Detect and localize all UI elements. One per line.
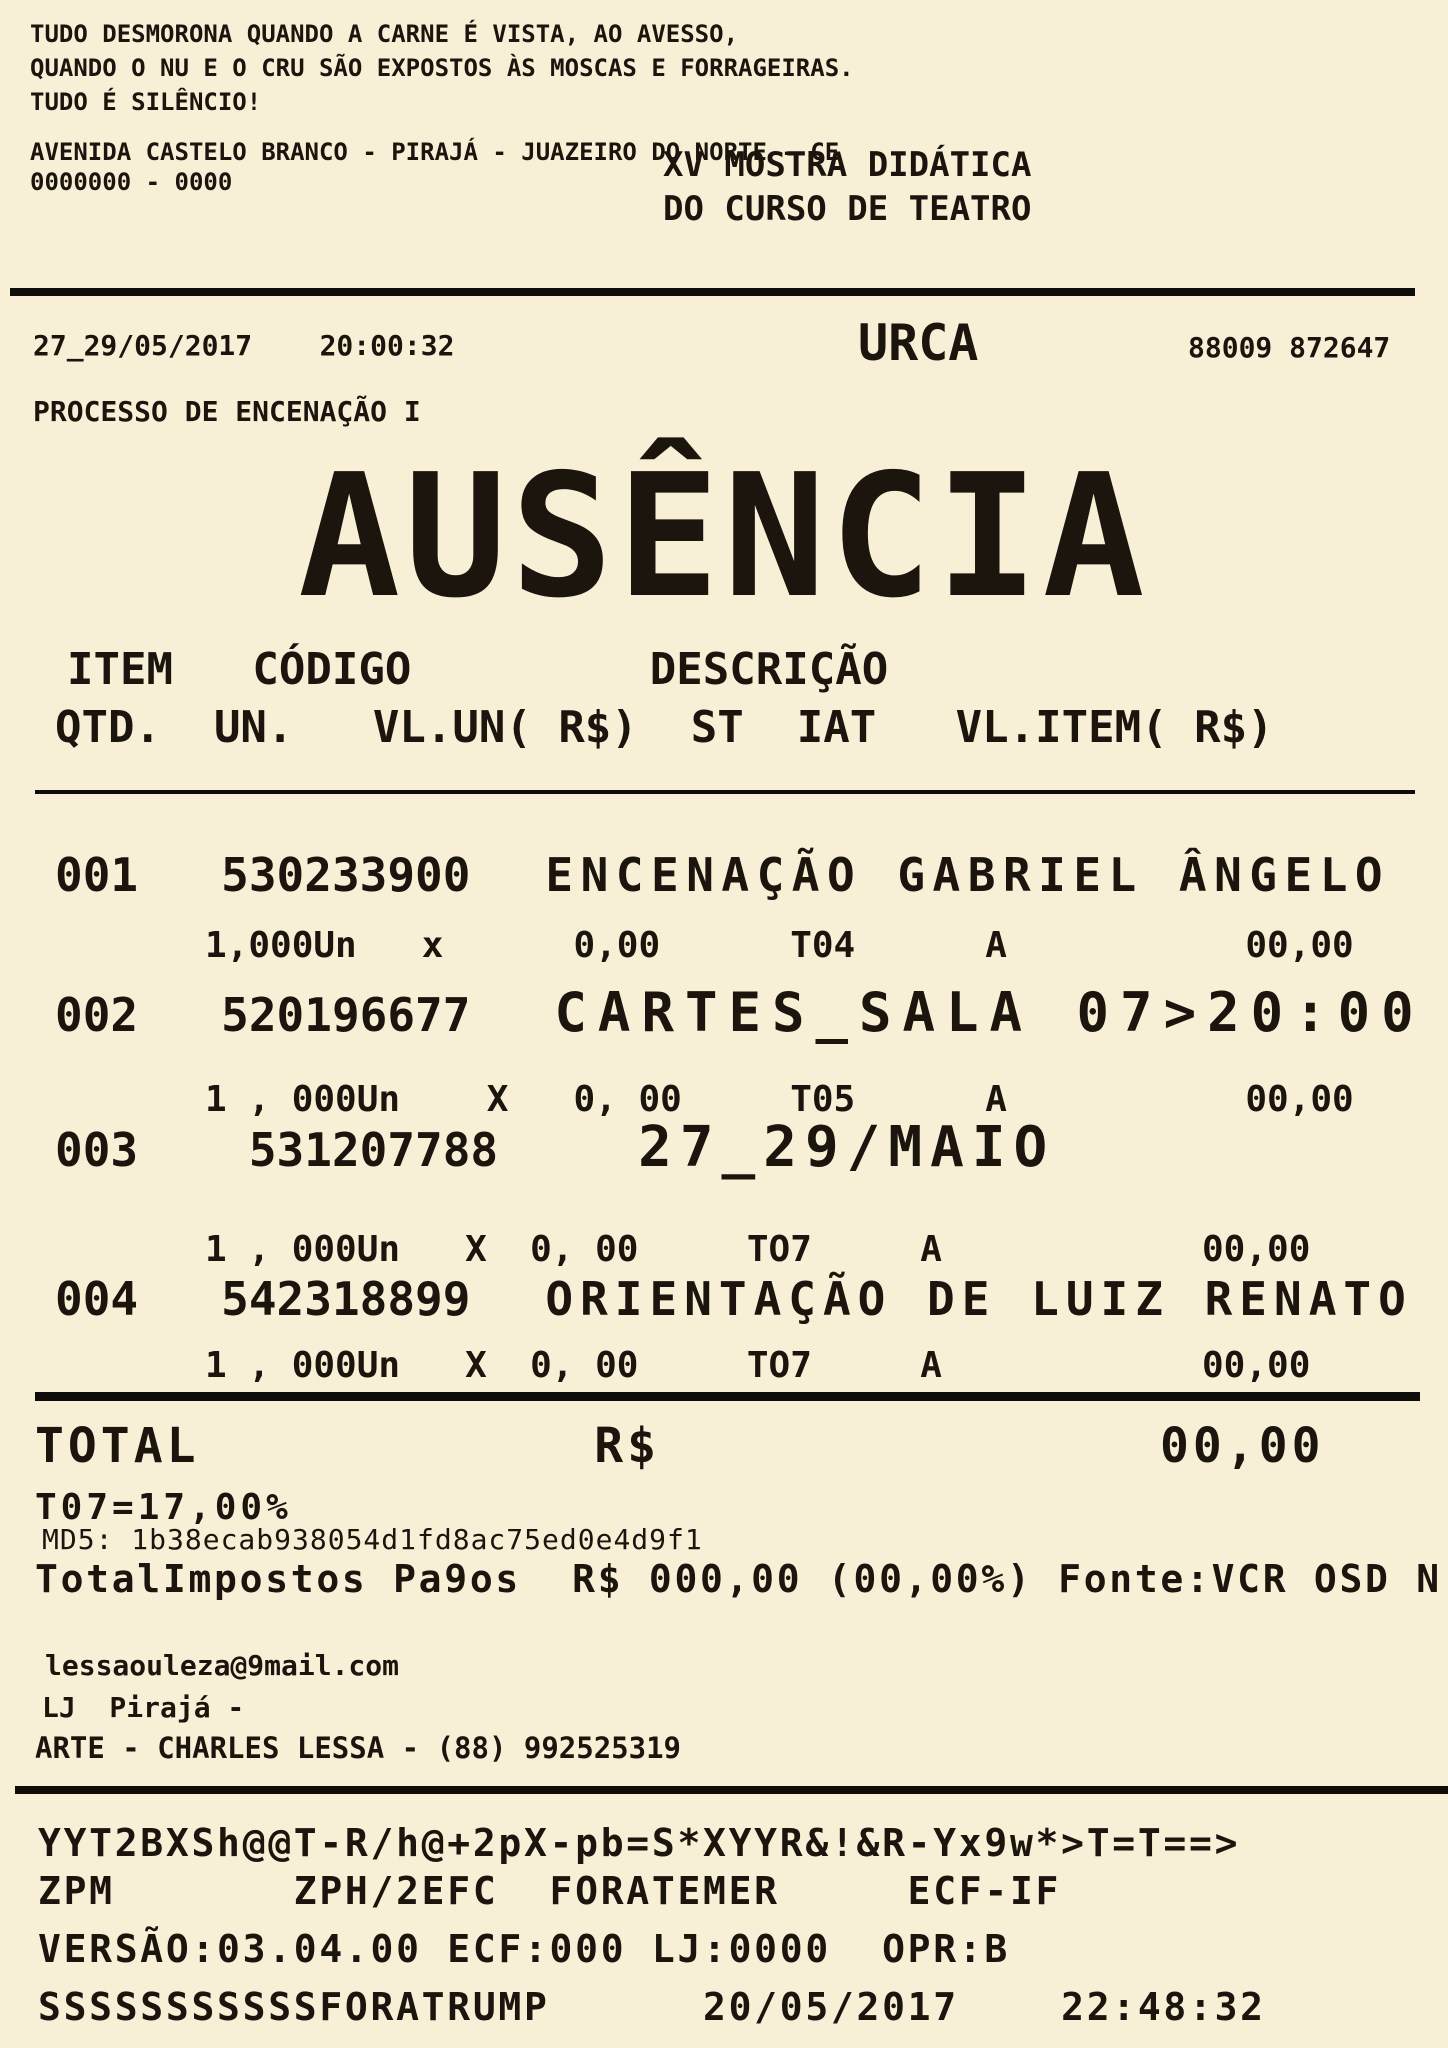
table-row xyxy=(55,981,1425,1044)
artist-credit: ARTE - CHARLES LESSA - (88) 992525319 xyxy=(35,1731,682,1765)
item-description: ORIENTAÇÃO DE LUIZ RENATO xyxy=(545,1272,1413,1326)
store-name: LJ Pirajá - xyxy=(42,1691,245,1724)
table-row xyxy=(55,1272,1413,1326)
fiscal-line-2: ZPM ZPH/2EFC FORATEMER ECF-IF xyxy=(38,1869,1062,1913)
course-name: PROCESSO DE ENCENAÇÃO I xyxy=(33,395,421,428)
address-line: AVENIDA CASTELO BRANCO - PIRAJÁ - JUAZEIRO DO NORTE - CE xyxy=(30,138,840,166)
item-detail: 1,000Un x 0,00 T04 A 00,00 xyxy=(205,925,1354,966)
quote-line-2: QUANDO O NU E O CRU SÃO EXPOSTOS ÀS MOSCAS E FORRAGEIRAS. xyxy=(30,54,854,82)
fiscal-hash: YYT2BXSh@@T-R/h@+2pX-pb=S*XYYR&!&R-Yx9w*>T=T==> xyxy=(38,1821,1241,1865)
fiscal-timestamp: SSSSSSSSSSSFORATRUMP 20/05/2017 22:48:32 xyxy=(38,1985,1266,2029)
table-row xyxy=(55,1115,1056,1180)
item-code: 001 530233900 xyxy=(55,848,471,902)
page-title: AUSÊNCIA xyxy=(298,438,1149,636)
item-description: 27_29/MAIO xyxy=(638,1115,1056,1180)
total-value: 00,00 xyxy=(1160,1418,1325,1474)
event-title-line-1: XV MOSTRA DIDÁTICA xyxy=(663,145,1032,185)
session-dates: 27_29/05/2017 20:00:32 xyxy=(33,329,455,362)
total-label: TOTAL R$ xyxy=(35,1418,661,1474)
table-row xyxy=(55,848,1391,902)
item-description: ENCENAÇÃO GABRIEL ÂNGELO xyxy=(545,848,1391,902)
item-code: 003 531207788 xyxy=(55,1123,499,1177)
item-detail: 1 , 000Un X 0, 00 TO7 A 00,00 xyxy=(205,1345,1311,1386)
item-detail: 1 , 000Un X 0, 00 TO7 A 00,00 xyxy=(205,1229,1311,1270)
event-title-line-2: DO CURSO DE TEATRO xyxy=(663,189,1032,229)
divider-footer xyxy=(15,1786,1448,1794)
doc-number: 88009 872647 xyxy=(1188,331,1391,364)
md5-hash: MD5: 1b38ecab938054d1fd8ac75ed0e4d9f1 xyxy=(42,1523,703,1556)
quote-line-3: TUDO É SILÊNCIO! xyxy=(30,88,262,116)
divider-top xyxy=(10,288,1415,296)
tax-rate: T07=17,00% xyxy=(35,1487,292,1528)
item-detail: 1 , 000Un X 0, 00 T05 A 00,00 xyxy=(205,1079,1354,1120)
table-header-row-2: QTD. UN. VL.UN( R$) ST IAT VL.ITEM( R$) xyxy=(55,702,1274,753)
org-name: URCA xyxy=(858,314,979,372)
fiscal-version: VERSÃO:03.04.00 ECF:000 LJ:0000 OPR:B xyxy=(38,1927,1010,1971)
item-code: 004 542318899 xyxy=(55,1272,471,1326)
divider-items xyxy=(35,1392,1420,1401)
email: lessaouleza@9mail.com xyxy=(45,1649,400,1682)
item-description: CARTES_SALA 07>20:00 xyxy=(554,981,1425,1044)
quote-line-1: TUDO DESMORONA QUANDO A CARNE É VISTA, AO AVESSO, xyxy=(30,20,739,48)
taxes-paid-line: TotalImpostos Pa9os R$ 000,00 (00,00%) Fonte:VCR OSD N xyxy=(35,1557,1442,1601)
item-code: 002 520196677 xyxy=(55,988,471,1042)
divider-header xyxy=(35,790,1415,794)
table-header-row-1: ITEM CÓDIGO DESCRIÇÃO xyxy=(67,644,889,695)
postal-code: 0000000 - 0000 xyxy=(30,168,233,196)
